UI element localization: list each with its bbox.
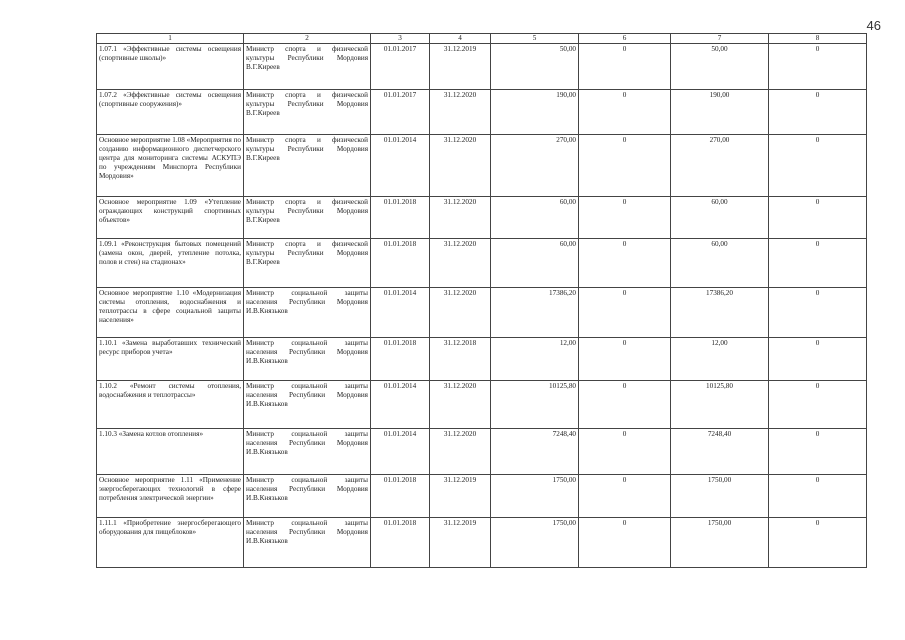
- end-date: 31.12.2020: [430, 239, 491, 288]
- end-date: 31.12.2020: [430, 429, 491, 475]
- column-7-value: 60,00: [671, 239, 769, 288]
- activity-name: 1.11.1 «Приобретение энергосберегающего оборудования для пищеблоков»: [97, 518, 244, 568]
- table-row: [97, 135, 867, 197]
- column-7-value: 10125,80: [671, 381, 769, 429]
- total-amount: 50,00: [491, 44, 579, 90]
- total-amount: 60,00: [491, 197, 579, 239]
- start-date: 01.01.2018: [371, 475, 430, 518]
- table-row: [97, 429, 867, 475]
- column-header: 2: [244, 34, 371, 44]
- activity-name: 1.07.2 «Эффективные системы освещения (спортивные сооружения)»: [97, 90, 244, 135]
- end-date: 31.12.2019: [430, 518, 491, 568]
- total-amount: 17386,20: [491, 288, 579, 338]
- table-row: [97, 90, 867, 135]
- start-date: 01.01.2018: [371, 239, 430, 288]
- column-6-value: 0: [579, 288, 671, 338]
- responsible-person: Министр спорта и физической культуры Республики Мордовия В.Г.Киреев: [244, 197, 371, 239]
- end-date: 31.12.2020: [430, 197, 491, 239]
- column-8-value: 0: [769, 197, 867, 239]
- total-amount: 60,00: [491, 239, 579, 288]
- end-date: 31.12.2020: [430, 135, 491, 197]
- column-7-value: 1750,00: [671, 475, 769, 518]
- total-amount: 190,00: [491, 90, 579, 135]
- column-8-value: 0: [769, 475, 867, 518]
- responsible-person: Министр социальной защиты населения Республики Мордовия И.В.Князьков: [244, 475, 371, 518]
- responsible-person: Министр социальной защиты населения Республики Мордовия И.В.Князьков: [244, 429, 371, 475]
- end-date: 31.12.2019: [430, 44, 491, 90]
- table-row: [97, 475, 867, 518]
- column-6-value: 0: [579, 44, 671, 90]
- activity-name: 1.10.3 «Замена котлов отопления»: [97, 429, 244, 475]
- responsible-person: Министр социальной защиты населения Республики Мордовия И.В.Князьков: [244, 288, 371, 338]
- total-amount: 7248,40: [491, 429, 579, 475]
- responsible-person: Министр спорта и физической культуры Республики Мордовия В.Г.Киреев: [244, 239, 371, 288]
- end-date: 31.12.2019: [430, 475, 491, 518]
- activity-name: 1.10.1 «Замена выработавших технический ресурс приборов учета»: [97, 338, 244, 381]
- total-amount: 270,00: [491, 135, 579, 197]
- column-7-value: 7248,40: [671, 429, 769, 475]
- start-date: 01.01.2018: [371, 338, 430, 381]
- activity-name: Основное мероприятие 1.08 «Мероприятия по созданию информационного диспетчерского центра для мониторинга системы АСКУПЭ по учреждениям Минспорта Республики Мордовия»: [97, 135, 244, 197]
- column-header: 8: [769, 34, 867, 44]
- total-amount: 1750,00: [491, 475, 579, 518]
- column-8-value: 0: [769, 429, 867, 475]
- column-7-value: 50,00: [671, 44, 769, 90]
- start-date: 01.01.2014: [371, 288, 430, 338]
- column-8-value: 0: [769, 90, 867, 135]
- table-row: [97, 44, 867, 90]
- activity-name: 1.09.1 «Реконструкция бытовых помещений (замена окон, дверей, утепление потолка, полов и стен) на стадионах»: [97, 239, 244, 288]
- activity-name: Основное мероприятие 1.09 «Утепление ограждающих конструкций спортивных объектов»: [97, 197, 244, 239]
- end-date: 31.12.2018: [430, 338, 491, 381]
- column-8-value: 0: [769, 518, 867, 568]
- column-7-value: 1750,00: [671, 518, 769, 568]
- column-6-value: 0: [579, 239, 671, 288]
- column-7-value: 270,00: [671, 135, 769, 197]
- column-header: 4: [430, 34, 491, 44]
- total-amount: 1750,00: [491, 518, 579, 568]
- end-date: 31.12.2020: [430, 90, 491, 135]
- table-row: [97, 518, 867, 568]
- page-number: 46: [866, 18, 881, 33]
- program-table: [96, 33, 867, 568]
- responsible-person: Министр социальной защиты населения Республики Мордовия И.В.Князьков: [244, 518, 371, 568]
- column-7-value: 60,00: [671, 197, 769, 239]
- column-6-value: 0: [579, 381, 671, 429]
- responsible-person: Министр социальной защиты населения Республики Мордовия И.В.Князьков: [244, 381, 371, 429]
- start-date: 01.01.2017: [371, 44, 430, 90]
- start-date: 01.01.2014: [371, 381, 430, 429]
- column-8-value: 0: [769, 44, 867, 90]
- column-6-value: 0: [579, 338, 671, 381]
- activity-name: Основное мероприятие 1.10 «Модернизация системы отопления, водоснабжения и теплотрассы в сфере социальной защиты населения»: [97, 288, 244, 338]
- column-6-value: 0: [579, 475, 671, 518]
- activity-name: 1.07.1 «Эффективные системы освещения (спортивные школы)»: [97, 44, 244, 90]
- table-row: [97, 288, 867, 338]
- column-7-value: 17386,20: [671, 288, 769, 338]
- column-header: 1: [97, 34, 244, 44]
- column-7-value: 12,00: [671, 338, 769, 381]
- activity-name: 1.10.2 «Ремонт системы отопления, водоснабжения и теплотрассы»: [97, 381, 244, 429]
- column-8-value: 0: [769, 288, 867, 338]
- column-6-value: 0: [579, 429, 671, 475]
- column-header: 5: [491, 34, 579, 44]
- table-row: [97, 197, 867, 239]
- column-8-value: 0: [769, 135, 867, 197]
- table-body: [97, 44, 867, 568]
- responsible-person: Министр спорта и физической культуры Республики Мордовия В.Г.Киреев: [244, 90, 371, 135]
- column-6-value: 0: [579, 90, 671, 135]
- start-date: 01.01.2018: [371, 518, 430, 568]
- column-8-value: 0: [769, 239, 867, 288]
- start-date: 01.01.2014: [371, 429, 430, 475]
- total-amount: 12,00: [491, 338, 579, 381]
- column-6-value: 0: [579, 197, 671, 239]
- column-6-value: 0: [579, 135, 671, 197]
- column-header: 7: [671, 34, 769, 44]
- total-amount: 10125,80: [491, 381, 579, 429]
- column-header: 3: [371, 34, 430, 44]
- end-date: 31.12.2020: [430, 381, 491, 429]
- start-date: 01.01.2014: [371, 135, 430, 197]
- table-row: [97, 381, 867, 429]
- column-header: 6: [579, 34, 671, 44]
- responsible-person: Министр спорта и физической культуры Республики Мордовия В.Г.Киреев: [244, 44, 371, 90]
- responsible-person: Министр социальной защиты населения Республики Мордовия И.В.Князьков: [244, 338, 371, 381]
- table-row: [97, 338, 867, 381]
- start-date: 01.01.2018: [371, 197, 430, 239]
- table-row: [97, 239, 867, 288]
- end-date: 31.12.2020: [430, 288, 491, 338]
- column-8-value: 0: [769, 338, 867, 381]
- activity-name: Основное мероприятие 1.11 «Применение энергосберегающих технологий в сфере потребления электрической энергии»: [97, 475, 244, 518]
- column-7-value: 190,00: [671, 90, 769, 135]
- column-8-value: 0: [769, 381, 867, 429]
- column-6-value: 0: [579, 518, 671, 568]
- start-date: 01.01.2017: [371, 90, 430, 135]
- table-header-row: [97, 34, 867, 44]
- responsible-person: Министр спорта и физической культуры Республики Мордовия В.Г.Киреев: [244, 135, 371, 197]
